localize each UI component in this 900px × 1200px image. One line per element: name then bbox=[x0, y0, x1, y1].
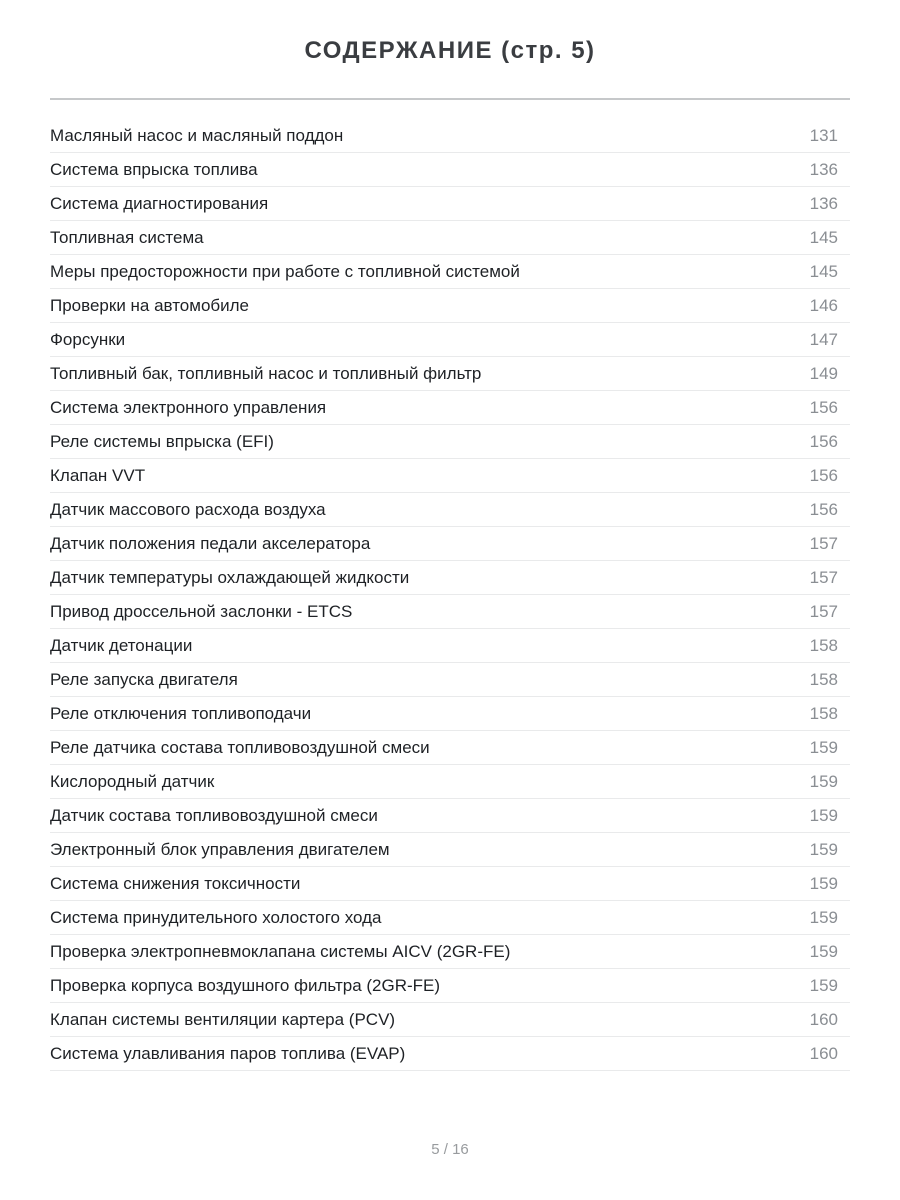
toc-entry-page: 158 bbox=[809, 669, 838, 689]
toc-row[interactable] bbox=[50, 1003, 850, 1037]
toc-row[interactable] bbox=[50, 119, 850, 153]
toc-entry-page: 158 bbox=[809, 635, 838, 655]
toc-entry-page: 158 bbox=[809, 703, 838, 723]
toc-entry-label: Датчик положения педали акселератора bbox=[50, 533, 371, 553]
toc-entry-page: 159 bbox=[809, 771, 838, 791]
toc-entry-label: Реле запуска двигателя bbox=[50, 669, 238, 689]
toc-entry-label: Привод дроссельной заслонки - ETCS bbox=[50, 601, 353, 621]
toc-entry-label: Проверки на автомобиле bbox=[50, 295, 250, 315]
toc-row[interactable] bbox=[50, 459, 850, 493]
toc-entry-label: Датчик массового расхода воздуха bbox=[50, 499, 326, 519]
toc-row[interactable] bbox=[50, 901, 850, 935]
toc-row[interactable] bbox=[50, 357, 850, 391]
toc-entry-label: Система улавливания паров топлива (EVAP) bbox=[50, 1043, 406, 1063]
toc-entry-label: Датчик детонации bbox=[50, 635, 193, 655]
toc-row[interactable] bbox=[50, 1037, 850, 1071]
toc-row[interactable] bbox=[50, 867, 850, 901]
toc-entry-label: Проверка корпуса воздушного фильтра (2GR-FE) bbox=[50, 975, 441, 995]
toc-row[interactable] bbox=[50, 799, 850, 833]
toc-entry-label: Топливный бак, топливный насос и топливный фильтр bbox=[50, 363, 482, 383]
toc-entry-label: Кислородный датчик bbox=[50, 771, 215, 791]
toc-row[interactable] bbox=[50, 697, 850, 731]
toc-entry-label: Система диагностирования bbox=[50, 193, 269, 213]
toc-entry-label: Электронный блок управления двигателем bbox=[50, 839, 390, 859]
toc-row[interactable] bbox=[50, 765, 850, 799]
toc-row[interactable] bbox=[50, 969, 850, 1003]
toc-row[interactable] bbox=[50, 425, 850, 459]
toc-entry-label: Реле системы впрыска (EFI) bbox=[50, 431, 274, 451]
toc-row[interactable] bbox=[50, 255, 850, 289]
toc-entry-label: Клапан системы вентиляции картера (PCV) bbox=[50, 1009, 396, 1029]
toc-entry-label: Форсунки bbox=[50, 329, 126, 349]
toc-entry-page: 159 bbox=[809, 975, 838, 995]
toc-row[interactable] bbox=[50, 629, 850, 663]
toc-entry-page: 149 bbox=[809, 363, 838, 383]
header-divider bbox=[50, 98, 850, 100]
toc-row[interactable] bbox=[50, 221, 850, 255]
toc-entry-label: Система принудительного холостого хода bbox=[50, 907, 382, 927]
toc-row[interactable] bbox=[50, 595, 850, 629]
toc-row[interactable] bbox=[50, 493, 850, 527]
toc-entry-label: Клапан VVT bbox=[50, 465, 146, 485]
toc-entry-label: Система снижения токсичности bbox=[50, 873, 301, 893]
toc-entry-label: Реле отключения топливоподачи bbox=[50, 703, 312, 723]
toc-entry-page: 145 bbox=[809, 227, 838, 247]
toc-entry-label: Топливная система bbox=[50, 227, 204, 247]
toc-entry-page: 146 bbox=[809, 295, 838, 315]
toc-entry-page: 145 bbox=[809, 261, 838, 281]
toc-entry-page: 157 bbox=[809, 567, 838, 587]
toc-entry-page: 156 bbox=[809, 499, 838, 519]
toc-entry-label: Датчик температуры охлаждающей жидкости bbox=[50, 567, 410, 587]
toc-row[interactable] bbox=[50, 833, 850, 867]
page-title: СОДЕРЖАНИЕ (стр. 5) bbox=[304, 37, 596, 64]
toc-entry-label: Система электронного управления bbox=[50, 397, 327, 417]
toc-entry-page: 156 bbox=[809, 397, 838, 417]
toc-entry-page: 157 bbox=[809, 533, 838, 553]
toc-entry-page: 131 bbox=[809, 125, 838, 145]
toc-entry-page: 156 bbox=[809, 431, 838, 451]
toc-row[interactable] bbox=[50, 731, 850, 765]
toc-row[interactable] bbox=[50, 527, 850, 561]
toc-entry-page: 159 bbox=[809, 907, 838, 927]
toc-row[interactable] bbox=[50, 289, 850, 323]
toc-entry-page: 159 bbox=[809, 941, 838, 961]
toc-entry-page: 136 bbox=[809, 193, 838, 213]
toc-entry-page: 160 bbox=[809, 1009, 838, 1029]
toc-row[interactable] bbox=[50, 323, 850, 357]
toc-row[interactable] bbox=[50, 187, 850, 221]
toc-entry-page: 156 bbox=[809, 465, 838, 485]
toc-entry-page: 160 bbox=[809, 1043, 838, 1063]
toc-entry-label: Проверка электропневмоклапана системы AICV (2GR-FE) bbox=[50, 941, 511, 961]
toc-entry-page: 159 bbox=[809, 839, 838, 859]
toc-entry-label: Реле датчика состава топливовоздушной смеси bbox=[50, 737, 430, 757]
toc-entry-page: 147 bbox=[809, 329, 838, 349]
toc-entry-page: 157 bbox=[809, 601, 838, 621]
toc-row[interactable] bbox=[50, 935, 850, 969]
toc-entry-page: 159 bbox=[809, 873, 838, 893]
toc-entry-label: Меры предосторожности при работе с топливной системой bbox=[50, 261, 520, 281]
toc-entry-label: Система впрыска топлива bbox=[50, 159, 258, 179]
toc-entry-page: 136 bbox=[809, 159, 838, 179]
toc-entry-page: 159 bbox=[809, 805, 838, 825]
page-number-indicator: 5 / 16 bbox=[431, 1141, 469, 1158]
toc-entry-label: Датчик состава топливовоздушной смеси bbox=[50, 805, 378, 825]
toc-row[interactable] bbox=[50, 663, 850, 697]
toc-list bbox=[50, 119, 850, 1071]
toc-row[interactable] bbox=[50, 561, 850, 595]
toc-entry-label: Масляный насос и масляный поддон bbox=[50, 125, 344, 145]
toc-row[interactable] bbox=[50, 391, 850, 425]
toc-entry-page: 159 bbox=[809, 737, 838, 757]
toc-row[interactable] bbox=[50, 153, 850, 187]
